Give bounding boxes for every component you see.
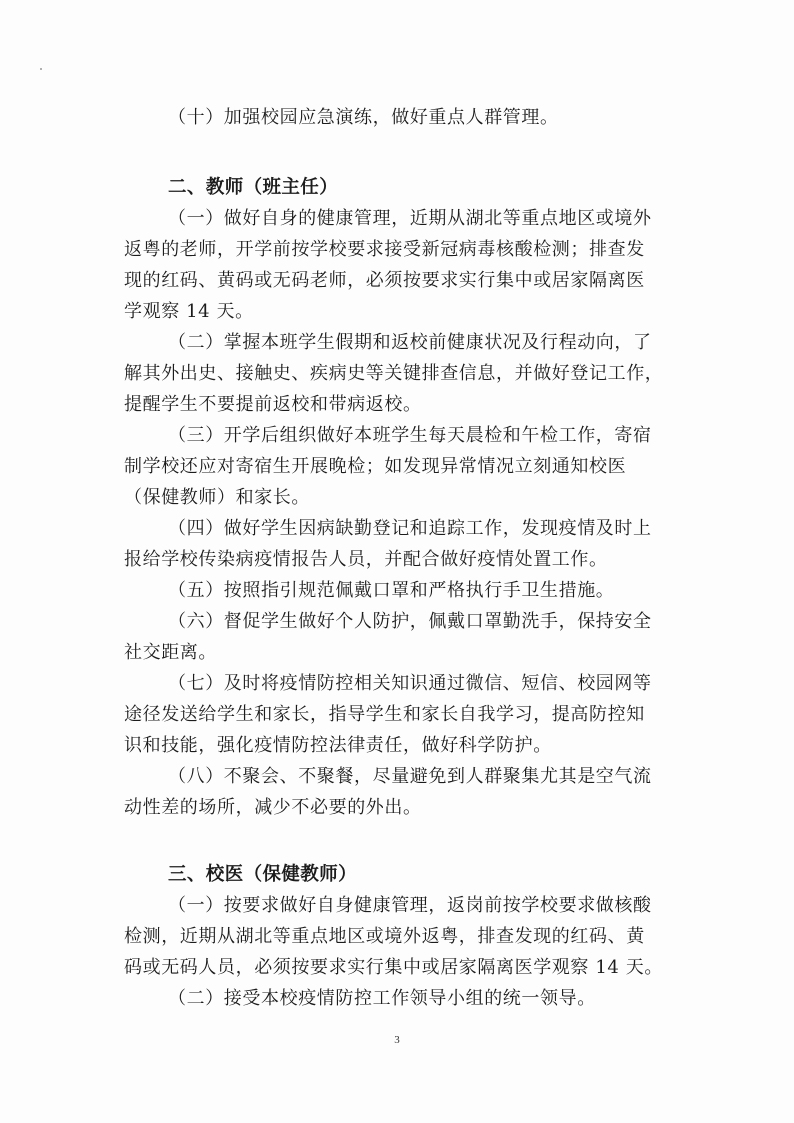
section-teachers [124,203,684,823]
paragraph-line: （一）做好自身的健康管理，近期从湖北等重点地区或境外 [168,208,652,229]
paragraph-line: （七）及时将疫情防控相关知识通过微信、短信、校园网等 [168,673,652,694]
paragraph-line: 动性差的场所，减少不必要的外出。 [124,797,422,818]
paragraph-line: 识和技能，强化疫情防控法律责任，做好科学防护。 [124,735,552,756]
paragraph-line: （五）按照指引规范佩戴口罩和严格执行手卫生措施。 [168,580,615,601]
paragraph-line: 提醒学生不要提前返校和带病返校。 [124,394,422,415]
paragraph-line: 学观察 14 天。 [124,301,254,322]
paragraph-line: 码或无码人员，必须按要求实行集中或居家隔离医学观察 14 天。 [124,957,663,978]
section-heading-teachers: 二、教师（班主任） [168,177,339,198]
section-heading-school-doctor: 三、校医（保健教师） [168,864,358,885]
page-number: 3 [394,1034,400,1046]
scan-speck [40,68,42,70]
paragraph-line: （二）掌握本班学生假期和返校前健康状况及行程动向，了 [168,332,652,353]
intro-item: （十）加强校园应急演练，做好重点人群管理。 [168,107,559,128]
paragraph-line: （一）按要求做好自身健康管理，返岗前按学校要求做核酸 [168,895,652,916]
paragraph-line: 现的红码、黄码或无码老师，必须按要求实行集中或居家隔离医 [124,270,645,291]
paragraph-line: 检测，近期从湖北等重点地区或境外返粤，排查发现的红码、黄 [124,926,645,947]
paragraph-line: （三）开学后组织做好本班学生每天晨检和午检工作，寄宿 [168,425,652,446]
paragraph-line: （保健教师）和家长。 [124,487,310,508]
paragraph-line: （二）接受本校疫情防控工作领导小组的统一领导。 [168,988,596,1009]
paragraph-line: 解其外出史、接触史、疾病史等关键排查信息，并做好登记工作， [124,363,664,384]
document-body [124,102,684,1014]
paragraph-line: 返粤的老师，开学前按学校要求接受新冠病毒核酸检测；排查发 [124,239,645,260]
paragraph-line: 制学校还应对寄宿生开展晚检；如发现异常情况立刻通知校医 [124,456,627,477]
paragraph-line: （四）做好学生因病缺勤登记和追踪工作，发现疫情及时上 [168,518,652,539]
paragraph-line: 途径发送给学生和家长，指导学生和家长自我学习，提高防控知 [124,704,645,725]
paragraph-line: （八）不聚会、不聚餐，尽量避免到人群聚集尤其是空气流 [168,766,652,787]
paragraph-line: 报给学校传染病疫情报告人员，并配合做好疫情处置工作。 [124,549,608,570]
paragraph-line: 社交距离。 [124,642,217,663]
paragraph-line: （六）督促学生做好个人防护，佩戴口罩勤洗手，保持安全 [168,611,652,632]
section-school-doctor [124,890,684,1014]
